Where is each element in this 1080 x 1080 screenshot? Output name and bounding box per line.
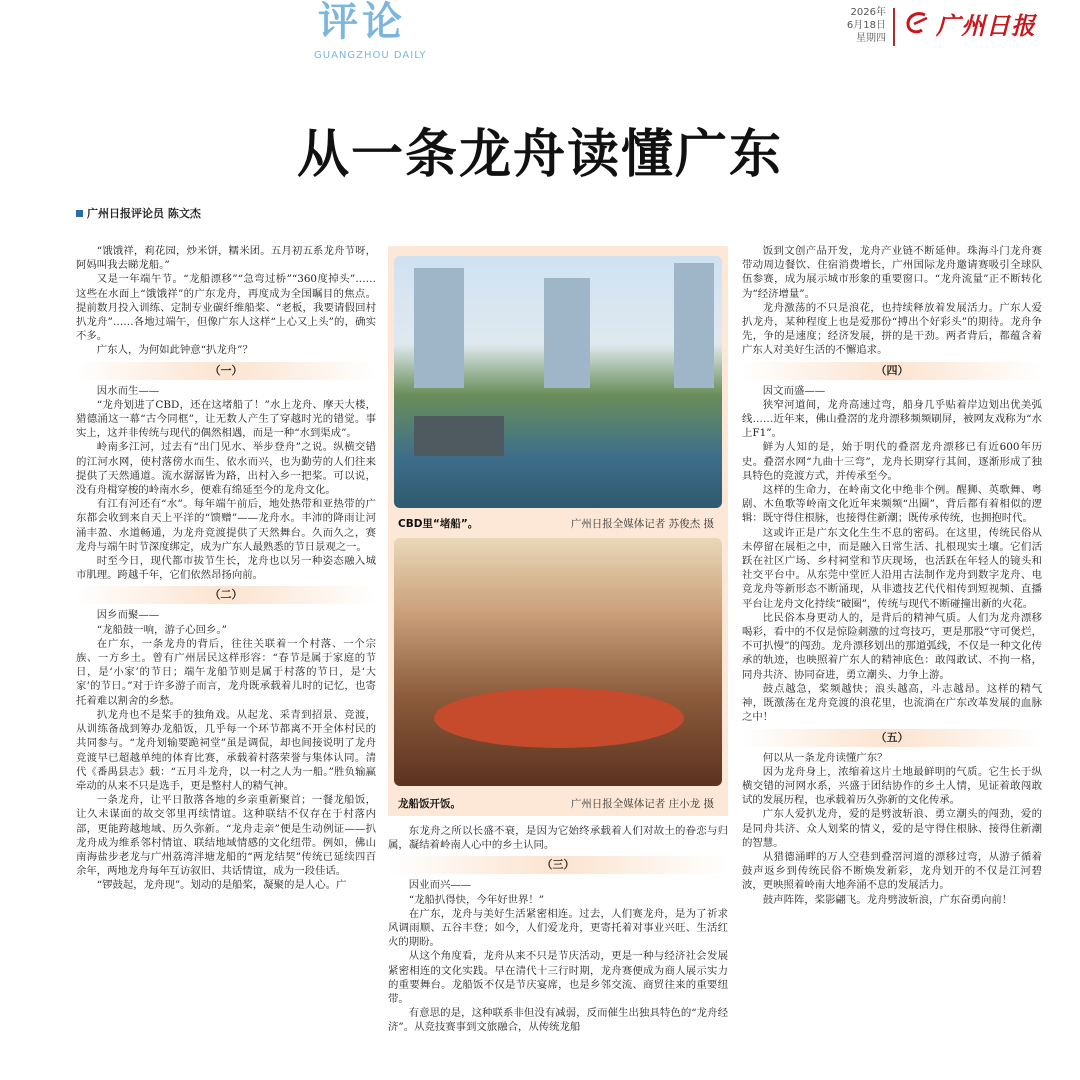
paragraph: 广东人，为何如此钟意“扒龙舟”？	[96, 344, 253, 357]
paragraph: 鲜为人知的是，始于明代的叠滘龙舟漂移已有近600年历史。叠滘水网“九曲十三弯”，龙舟长期穿行其间，逐渐形成了独具特色的竞渡方式，并传承至今。	[742, 441, 1042, 482]
photo-building	[414, 268, 464, 388]
newspaper-logo-icon	[905, 10, 931, 36]
section-heading: （三）	[388, 856, 728, 874]
paragraph: 一条龙舟，让平日散落各地的乡亲重新聚首；一餐龙船饭，让久未谋面的故交邻里再续情谊。这种联结不仅存在于村落内部，更能跨越地域、历久弥新。“龙舟走亲”便是生动例证——扒龙舟成为维系邻村情谊、联结地域情感的文化纽带。例如，佛山南海盐步老龙与广州荔湾泮塘龙船的“两龙结契”传统已延续四百余年，两地龙舟每年互访叙旧、共话情谊，成为一段佳话。	[76, 794, 376, 878]
photo-title: 龙船饭开饭。	[398, 798, 461, 810]
paragraph: 时至今日，现代都市拔节生长，龙舟也以另一种姿态融入城市肌理。跨越千年，它们依然昂扬向前。	[76, 555, 376, 582]
paragraph: 扒龙舟也不是桨手的独角戏。从起龙、采青到招景、竞渡，从训练备战到筹办龙船饭，几乎每一个环节都离不开全体村民的共同参与。“龙舟划输要跪祠堂”虽是调侃，却也间接说明了龙舟竞渡早已超越单纯的体育比赛，承载着村落荣誉与集体认同。清代《番禺县志》载：“五月斗龙舟，以一村之人为一船。”胜负输赢牵动的从来不只是选手，更是整村人的精气神。	[76, 708, 376, 792]
article-column-3	[742, 244, 1042, 907]
paragraph: 因文而盛——	[762, 384, 826, 397]
photo-pavilion	[414, 416, 504, 456]
paragraph: 又是一年端午节。“龙船漂移”“急弯过桥”“360度掉头”……这些在水面上“饿饿祥”的广东龙舟，再度成为全国瞩目的焦点。提前数月投入训练、定制专业碳纤维船桨、“老板，我要请假回村扒龙舟”……各地过端午，但像广东人这样“上心又上头”的，确实不多。	[76, 273, 376, 343]
article-byline	[76, 205, 201, 221]
article-headline: 从一条龙舟读懂广东	[296, 125, 783, 185]
photo-caption-1	[398, 516, 718, 531]
date-year: 2026年	[850, 7, 886, 18]
section-subtitle: GUANGZHOU DAILY	[314, 50, 427, 61]
paragraph: “饿饿祥，莉花园，炒米饼，糯米团。五月初五系龙舟节呀，阿妈叫我去睇龙船。”	[76, 245, 376, 272]
section-heading: （四）	[742, 362, 1042, 380]
photo-panel	[388, 246, 728, 816]
date-day: 6月18日	[846, 20, 886, 31]
paragraph: “龙船鼓一响，游子心回乡。”	[96, 623, 227, 636]
section-title: 评论	[318, 0, 406, 45]
date-weekday: 星期四	[856, 33, 886, 44]
paragraph: 在广东，龙舟与美好生活紧密相连。过去，人们赛龙舟，是为了祈求风调雨顺、五谷丰登；如今，人们爱龙舟，更寄托着对事业兴旺、生活红火的期盼。	[388, 907, 728, 949]
paragraph: 从猎德涌畔的万人空巷到叠滘河道的漂移过弯，从游子循着鼓声返乡到传统民俗不断焕发新彩，龙舟划开的不仅是江河碧波，更映照着岭南大地奔涌不息的发展活力。	[742, 850, 1042, 892]
paragraph: 在广东，一条龙舟的背后，往往关联着一个村落、一个宗族、一方乡土。曾有广州居民这样形容：“春节是属于家庭的节日，是‘小家’的节日；端午龙船节则是属于村落的节日，是‘大家’的节日。”对于许多游子而言，龙舟既承载着儿时的记忆，也寄托着难以割舍的乡愁。	[76, 637, 376, 707]
paragraph: 东龙舟之所以长盛不衰，是因为它始终承载着人们对故土的眷恋与归属，凝结着岭南人心中的乡土认同。	[388, 825, 728, 852]
byline-text: 广州日报评论员 陈文杰	[87, 207, 201, 220]
paragraph: “龙船扒得快，今年好世界！”	[408, 893, 545, 906]
paragraph: 鼓点越急，桨频越快；浪头越高，斗志越昂。这样的精气神，既激荡在龙舟竞渡的浪花里，也流淌在广东改革发展的血脉之中！	[742, 682, 1042, 724]
photo-cbd-dragon-boats	[394, 256, 722, 508]
masthead-divider	[893, 8, 895, 46]
paragraph: “锣鼓起，龙舟现”。划动的是船桨，凝聚的是人心。广	[96, 879, 347, 892]
paragraph: 岭南多江河，过去有“出门见水、举步登舟”之说。纵横交错的江河水网，使村落傍水而生、依水而兴，也为勤劳的人们往来提供了天然通道。流水潺潺皆为路，出村入乡一把桨。可以说，没有舟楫穿梭的岭南水乡，便难有绵延至今的龙舟文化。	[76, 441, 376, 497]
masthead	[0, 0, 1080, 72]
paragraph: 从这个角度看，龙舟从来不只是节庆活动，更是一种与经济社会发展紧密相连的文化实践。早在清代十三行时期，龙舟赛便成为商人展示实力的重要舞台。龙船饭不仅是节庆宴席，也是乡邻交流、商贸往来的重要纽带。	[388, 950, 728, 1006]
photo-credit: 广州日报全媒体记者 苏俊杰 摄	[570, 518, 714, 530]
photo-credit: 广州日报全媒体记者 庄小龙 摄	[570, 798, 714, 810]
paragraph: 狭窄河道间，龙舟高速过弯，船身几乎贴着岸边划出优美弧线……近年来，佛山叠滘的龙舟漂移频频刷屏，被网友戏称为“水上F1”。	[742, 398, 1042, 440]
paragraph: 何以从一条龙舟读懂广东？	[762, 751, 888, 764]
paragraph: 因乡而聚——	[96, 609, 160, 622]
article-column-2	[388, 824, 728, 1035]
paragraph: 饭到文创产品开发，龙舟产业链不断延伸。珠海斗门龙舟赛带动周边餐饮、住宿消费增长，广州国际龙舟邀请赛吸引全球队伍参赛，成为展示城市形象的重要窗口。“龙舟流量”正不断转化为“经济增量”。	[742, 245, 1042, 300]
newspaper-logo: 广州日报	[936, 11, 1036, 40]
photo-table	[434, 688, 684, 748]
paragraph: 这或许正是广东文化生生不息的密码。在这里，传统民俗从未停留在展柜之中，而是融入日常生活、扎根现实土壤。它们活跃在社区广场、乡村祠堂和节庆现场，也活跃在年轻人的镜头和社交平台中。从东莞中堂匠人沿用古法制作龙舟到数字龙舟、电竞龙舟等新形态不断涌现，从非遗技艺代代相传到短视频、直播平台让龙舟文化持续“破圈”，传统与现代不断碰撞出新的火花。	[742, 526, 1042, 610]
section-heading: （五）	[742, 729, 1042, 747]
photo-building	[544, 278, 590, 388]
article-column-1	[76, 244, 376, 893]
photo-building	[674, 263, 714, 388]
paragraph: “龙舟划进了CBD，还在这堵船了！”水上龙舟、摩天大楼，猎德涌这一幕“古今同框”，让无数人产生了穿越时光的错觉。事实上，这并非传统与现代的偶然相遇，而是一种“水到渠成”。	[76, 398, 376, 440]
byline-marker-icon	[76, 210, 83, 217]
paragraph: 龙舟激荡的不只是浪花，也持续释放着发展活力。广东人爱扒龙舟，某种程度上也是爱那份“搏出个好彩头”的期待。龙舟争先，争的是速度；经济发展，拼的是干劲。两者背后，都蕴含着广东人对美好生活的不懈追求。	[742, 301, 1042, 357]
paragraph: 因为龙舟身上，浓缩着这片土地最鲜明的气质。它生长于纵横交错的河网水系，兴盛于团结协作的乡土人情，见证着敢闯敢试的发展历程，也承载着历久弥新的文化传承。	[742, 765, 1042, 807]
paragraph: 广东人爱扒龙舟，爱的是劈波斩浪、勇立潮头的闯劲，爱的是同舟共济、众人划桨的情义，爱的是守得住根脉、接得住新潮的智慧。	[742, 808, 1042, 849]
paragraph: 因业而兴——	[408, 879, 472, 892]
issue-date	[820, 6, 886, 45]
photo-title: CBD里“堵船”。	[398, 518, 479, 530]
section-heading: （二）	[76, 586, 376, 604]
paragraph: 鼓声阵阵，桨影翩飞。龙舟劈波斩浪，广东奋勇向前！	[762, 893, 1013, 906]
paragraph: 因水而生——	[96, 384, 160, 397]
paragraph: 有江有河还有“水”。每年端午前后，地处热带和亚热带的广东都会收到来自天上平洋的“馈赠”——龙舟水。丰沛的降雨让河涌丰盈、水道畅通，为龙舟竞渡提供了天然舞台。久而久之，赛龙舟与端午时节深度绑定，成为广东人最熟悉的节日景观之一。	[76, 498, 376, 553]
paragraph: 这样的生命力，在岭南文化中绝非个例。醒狮、英歌舞、粤剧、木鱼歌等岭南文化近年来频频“出圈”，背后都有着相似的逻辑：既守得住根脉，也接得住新潮；既传承传统，也拥抱时代。	[742, 484, 1042, 525]
photo-caption-2	[398, 796, 718, 811]
photo-dragon-boat-feast	[394, 538, 722, 786]
section-heading: （一）	[76, 362, 376, 380]
paragraph: 比民俗本身更动人的，是背后的精神气质。人们为龙舟漂移喝彩，看中的不仅是惊险刺激的过弯技巧，更是那股“守可煲烂，不可扒慢”的闯劲。龙舟漂移划出的那道弧线，不仅是一种文化传承的轨迹，也映照着广东人的精神底色：敢闯敢试、不拘一格，同舟共济、协同奋进，勇立潮头、力争上游。	[742, 611, 1042, 681]
paragraph: 有意思的是，这种联系非但没有减弱，反而催生出独具特色的“龙舟经济”。从竞技赛事到文旅融合，从传统龙船	[388, 1007, 728, 1034]
